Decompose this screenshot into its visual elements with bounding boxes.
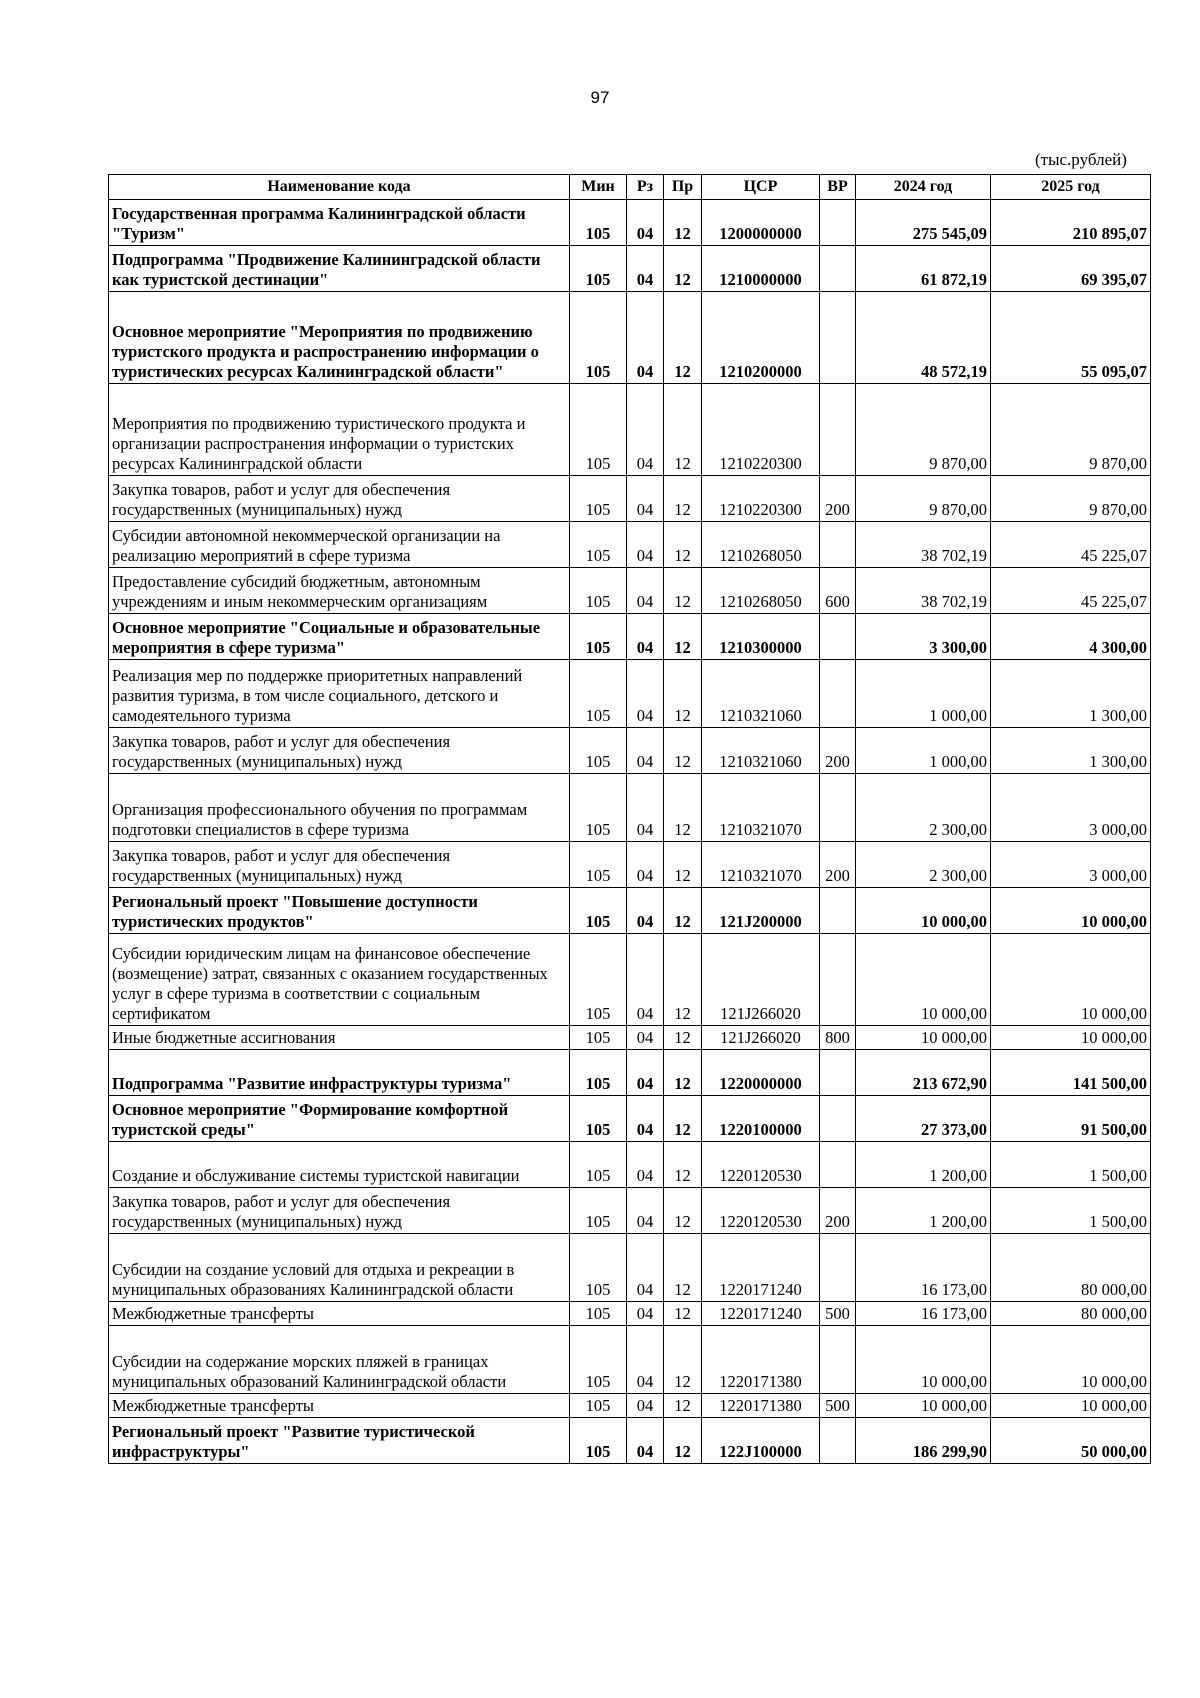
cell-2025: 10 000,00 <box>991 1394 1151 1418</box>
cell-min: 105 <box>570 774 627 842</box>
cell-name: Предоставление субсидий бюджетным, автономным учреждениям и иным некоммерческим организациям <box>109 568 570 614</box>
table-row <box>109 1394 1151 1418</box>
table-row <box>109 568 1151 614</box>
cell-2024: 61 872,19 <box>856 246 991 292</box>
cell-2024: 1 200,00 <box>856 1188 991 1234</box>
cell-vr <box>820 934 856 1026</box>
cell-rz: 04 <box>627 200 664 246</box>
cell-name: Закупка товаров, работ и услуг для обеспечения государственных (муниципальных) нужд <box>109 842 570 888</box>
cell-2024: 48 572,19 <box>856 292 991 384</box>
cell-rz: 04 <box>627 1326 664 1394</box>
cell-name: Межбюджетные трансферты <box>109 1302 570 1326</box>
cell-2025: 9 870,00 <box>991 384 1151 476</box>
cell-rz: 04 <box>627 1096 664 1142</box>
cell-pr: 12 <box>664 728 702 774</box>
cell-min: 105 <box>570 934 627 1026</box>
table-row <box>109 774 1151 842</box>
cell-name: Закупка товаров, работ и услуг для обеспечения государственных (муниципальных) нужд <box>109 1188 570 1234</box>
table-row <box>109 200 1151 246</box>
cell-csr: 121J200000 <box>702 888 820 934</box>
cell-min: 105 <box>570 568 627 614</box>
cell-name: Подпрограмма "Продвижение Калининградской области как туристской дестинации" <box>109 246 570 292</box>
cell-name: Межбюджетные трансферты <box>109 1394 570 1418</box>
cell-min: 105 <box>570 1188 627 1234</box>
cell-2024: 1 200,00 <box>856 1142 991 1188</box>
cell-csr: 1210321060 <box>702 728 820 774</box>
cell-2025: 10 000,00 <box>991 934 1151 1026</box>
cell-vr: 500 <box>820 1394 856 1418</box>
cell-vr <box>820 246 856 292</box>
cell-csr: 1210220300 <box>702 384 820 476</box>
cell-vr: 200 <box>820 842 856 888</box>
cell-2024: 10 000,00 <box>856 888 991 934</box>
cell-rz: 04 <box>627 888 664 934</box>
header-name: Наименование кода <box>109 175 570 200</box>
cell-csr: 1220100000 <box>702 1096 820 1142</box>
cell-2025: 1 300,00 <box>991 728 1151 774</box>
cell-min: 105 <box>570 1418 627 1464</box>
cell-rz: 04 <box>627 522 664 568</box>
cell-vr <box>820 1142 856 1188</box>
table-row <box>109 1302 1151 1326</box>
cell-csr: 1210200000 <box>702 292 820 384</box>
cell-vr <box>820 1096 856 1142</box>
cell-vr <box>820 1326 856 1394</box>
cell-rz: 04 <box>627 476 664 522</box>
table-row <box>109 1096 1151 1142</box>
header-vr: ВР <box>820 175 856 200</box>
cell-2024: 38 702,19 <box>856 568 991 614</box>
cell-rz: 04 <box>627 1188 664 1234</box>
cell-csr: 1210321060 <box>702 660 820 728</box>
cell-2024: 10 000,00 <box>856 934 991 1026</box>
cell-csr: 1210220300 <box>702 476 820 522</box>
cell-rz: 04 <box>627 1234 664 1302</box>
cell-vr <box>820 200 856 246</box>
cell-min: 105 <box>570 200 627 246</box>
cell-pr: 12 <box>664 522 702 568</box>
cell-pr: 12 <box>664 292 702 384</box>
cell-min: 105 <box>570 1026 627 1050</box>
cell-2025: 9 870,00 <box>991 476 1151 522</box>
cell-2025: 55 095,07 <box>991 292 1151 384</box>
cell-name: Реализация мер по поддержке приоритетных направлений развития туризма, в том числе социального, детского и самодеятельного туризма <box>109 660 570 728</box>
cell-2024: 1 000,00 <box>856 660 991 728</box>
cell-min: 105 <box>570 660 627 728</box>
cell-name: Основное мероприятие "Социальные и образовательные мероприятия в сфере туризма" <box>109 614 570 660</box>
table-row <box>109 728 1151 774</box>
cell-vr: 200 <box>820 728 856 774</box>
cell-2024: 2 300,00 <box>856 842 991 888</box>
cell-vr <box>820 1050 856 1096</box>
header-pr: Пр <box>664 175 702 200</box>
cell-name: Закупка товаров, работ и услуг для обеспечения государственных (муниципальных) нужд <box>109 728 570 774</box>
cell-min: 105 <box>570 384 627 476</box>
table-row <box>109 1142 1151 1188</box>
cell-pr: 12 <box>664 200 702 246</box>
header-rz: Рз <box>627 175 664 200</box>
cell-pr: 12 <box>664 246 702 292</box>
cell-2024: 186 299,90 <box>856 1418 991 1464</box>
cell-csr: 1200000000 <box>702 200 820 246</box>
cell-name: Субсидии юридическим лицам на финансовое обеспечение (возмещение) затрат, связанных с оказанием государственных услуг в сфере туризма в соответствии с социальным сертификатом <box>109 934 570 1026</box>
cell-name: Основное мероприятие "Формирование комфортной туристской среды" <box>109 1096 570 1142</box>
table-row <box>109 1418 1151 1464</box>
cell-min: 105 <box>570 1234 627 1302</box>
cell-pr: 12 <box>664 1418 702 1464</box>
cell-rz: 04 <box>627 292 664 384</box>
cell-2025: 1 500,00 <box>991 1188 1151 1234</box>
table-row <box>109 246 1151 292</box>
cell-rz: 04 <box>627 660 664 728</box>
cell-2025: 50 000,00 <box>991 1418 1151 1464</box>
cell-pr: 12 <box>664 1050 702 1096</box>
cell-csr: 1220120530 <box>702 1142 820 1188</box>
cell-2024: 10 000,00 <box>856 1394 991 1418</box>
cell-vr <box>820 1234 856 1302</box>
header-min: Мин <box>570 175 627 200</box>
cell-2025: 210 895,07 <box>991 200 1151 246</box>
page-number: 97 <box>590 88 610 107</box>
cell-csr: 1210321070 <box>702 842 820 888</box>
cell-vr: 500 <box>820 1302 856 1326</box>
cell-vr <box>820 522 856 568</box>
cell-csr: 122J100000 <box>702 1418 820 1464</box>
cell-vr <box>820 774 856 842</box>
cell-pr: 12 <box>664 888 702 934</box>
cell-min: 105 <box>570 728 627 774</box>
table-row <box>109 1234 1151 1302</box>
table-row <box>109 842 1151 888</box>
cell-rz: 04 <box>627 1026 664 1050</box>
cell-vr <box>820 888 856 934</box>
cell-2024: 27 373,00 <box>856 1096 991 1142</box>
cell-name: Субсидии на содержание морских пляжей в границах муниципальных образований Калининградской области <box>109 1326 570 1394</box>
cell-name: Субсидии на создание условий для отдыха и рекреации в муниципальных образованиях Калининградской области <box>109 1234 570 1302</box>
cell-pr: 12 <box>664 1026 702 1050</box>
header-csr: ЦСР <box>702 175 820 200</box>
cell-pr: 12 <box>664 1096 702 1142</box>
table-row <box>109 660 1151 728</box>
cell-rz: 04 <box>627 842 664 888</box>
cell-2025: 80 000,00 <box>991 1234 1151 1302</box>
cell-csr: 1210321070 <box>702 774 820 842</box>
cell-2025: 10 000,00 <box>991 888 1151 934</box>
cell-vr: 600 <box>820 568 856 614</box>
cell-csr: 1220120530 <box>702 1188 820 1234</box>
cell-min: 105 <box>570 1142 627 1188</box>
cell-rz: 04 <box>627 568 664 614</box>
cell-2025: 45 225,07 <box>991 522 1151 568</box>
cell-2024: 38 702,19 <box>856 522 991 568</box>
cell-pr: 12 <box>664 476 702 522</box>
cell-min: 105 <box>570 888 627 934</box>
cell-pr: 12 <box>664 934 702 1026</box>
cell-2025: 3 000,00 <box>991 774 1151 842</box>
cell-csr: 1220000000 <box>702 1050 820 1096</box>
cell-name: Основное мероприятие "Мероприятия по продвижению туристского продукта и распространению информации о туристических ресурсах Калининградской области" <box>109 292 570 384</box>
table-row <box>109 614 1151 660</box>
cell-pr: 12 <box>664 1326 702 1394</box>
cell-pr: 12 <box>664 842 702 888</box>
cell-min: 105 <box>570 292 627 384</box>
cell-name: Иные бюджетные ассигнования <box>109 1026 570 1050</box>
cell-2024: 275 545,09 <box>856 200 991 246</box>
table-row <box>109 934 1151 1026</box>
cell-csr: 121J266020 <box>702 934 820 1026</box>
cell-name: Мероприятия по продвижению туристического продукта и организации распространения информации о туристских ресурсах Калининградской области <box>109 384 570 476</box>
cell-name: Подпрограмма "Развитие инфраструктуры туризма" <box>109 1050 570 1096</box>
cell-name: Региональный проект "Развитие туристической инфраструктуры" <box>109 1418 570 1464</box>
cell-2024: 16 173,00 <box>856 1302 991 1326</box>
cell-pr: 12 <box>664 774 702 842</box>
cell-min: 105 <box>570 476 627 522</box>
cell-2024: 9 870,00 <box>856 476 991 522</box>
cell-2024: 2 300,00 <box>856 774 991 842</box>
cell-vr <box>820 614 856 660</box>
cell-min: 105 <box>570 1326 627 1394</box>
cell-rz: 04 <box>627 1050 664 1096</box>
cell-2025: 10 000,00 <box>991 1326 1151 1394</box>
cell-name: Субсидии автономной некоммерческой организации на реализацию мероприятий в сфере туризма <box>109 522 570 568</box>
cell-name: Закупка товаров, работ и услуг для обеспечения государственных (муниципальных) нужд <box>109 476 570 522</box>
cell-pr: 12 <box>664 1188 702 1234</box>
cell-2025: 10 000,00 <box>991 1026 1151 1050</box>
cell-csr: 1220171380 <box>702 1326 820 1394</box>
cell-csr: 1210268050 <box>702 522 820 568</box>
cell-pr: 12 <box>664 568 702 614</box>
cell-name: Организация профессионального обучения по программам подготовки специалистов в сфере туризма <box>109 774 570 842</box>
cell-rz: 04 <box>627 1394 664 1418</box>
cell-pr: 12 <box>664 1142 702 1188</box>
cell-vr <box>820 384 856 476</box>
table-row <box>109 476 1151 522</box>
table-row <box>109 384 1151 476</box>
cell-2025: 3 000,00 <box>991 842 1151 888</box>
cell-2025: 141 500,00 <box>991 1050 1151 1096</box>
cell-pr: 12 <box>664 1394 702 1418</box>
cell-csr: 1210300000 <box>702 614 820 660</box>
cell-rz: 04 <box>627 728 664 774</box>
cell-pr: 12 <box>664 1234 702 1302</box>
cell-rz: 04 <box>627 614 664 660</box>
cell-csr: 1220171240 <box>702 1302 820 1326</box>
cell-vr <box>820 292 856 384</box>
table-row <box>109 1326 1151 1394</box>
cell-name: Государственная программа Калининградской области "Туризм" <box>109 200 570 246</box>
table-header-row <box>109 175 1151 200</box>
cell-pr: 12 <box>664 1302 702 1326</box>
budget-table <box>108 174 1151 1464</box>
cell-min: 105 <box>570 614 627 660</box>
cell-2024: 10 000,00 <box>856 1026 991 1050</box>
table-row <box>109 1050 1151 1096</box>
cell-vr <box>820 660 856 728</box>
cell-rz: 04 <box>627 384 664 476</box>
cell-vr: 200 <box>820 476 856 522</box>
cell-csr: 1220171240 <box>702 1234 820 1302</box>
cell-2024: 10 000,00 <box>856 1326 991 1394</box>
header-2024: 2024 год <box>856 175 991 200</box>
cell-vr: 200 <box>820 1188 856 1234</box>
cell-pr: 12 <box>664 660 702 728</box>
cell-2025: 69 395,07 <box>991 246 1151 292</box>
table-row <box>109 1188 1151 1234</box>
cell-rz: 04 <box>627 1142 664 1188</box>
cell-2025: 91 500,00 <box>991 1096 1151 1142</box>
cell-rz: 04 <box>627 774 664 842</box>
cell-pr: 12 <box>664 614 702 660</box>
cell-min: 105 <box>570 1394 627 1418</box>
cell-min: 105 <box>570 1096 627 1142</box>
cell-name: Региональный проект "Повышение доступности туристических продуктов" <box>109 888 570 934</box>
table-row <box>109 1026 1151 1050</box>
cell-min: 105 <box>570 522 627 568</box>
cell-2025: 4 300,00 <box>991 614 1151 660</box>
cell-2024: 9 870,00 <box>856 384 991 476</box>
cell-csr: 1210000000 <box>702 246 820 292</box>
table-row <box>109 522 1151 568</box>
header-2025: 2025 год <box>991 175 1151 200</box>
cell-2025: 1 300,00 <box>991 660 1151 728</box>
cell-name: Создание и обслуживание системы туристской навигации <box>109 1142 570 1188</box>
cell-2024: 16 173,00 <box>856 1234 991 1302</box>
cell-min: 105 <box>570 1302 627 1326</box>
cell-2025: 45 225,07 <box>991 568 1151 614</box>
units-label: (тыс.рублей) <box>1035 150 1127 169</box>
table-row <box>109 888 1151 934</box>
cell-2025: 1 500,00 <box>991 1142 1151 1188</box>
cell-rz: 04 <box>627 1302 664 1326</box>
cell-min: 105 <box>570 246 627 292</box>
cell-2024: 213 672,90 <box>856 1050 991 1096</box>
cell-rz: 04 <box>627 1418 664 1464</box>
cell-min: 105 <box>570 842 627 888</box>
cell-vr <box>820 1418 856 1464</box>
cell-2024: 3 300,00 <box>856 614 991 660</box>
cell-pr: 12 <box>664 384 702 476</box>
cell-rz: 04 <box>627 934 664 1026</box>
cell-csr: 121J266020 <box>702 1026 820 1050</box>
table-row <box>109 292 1151 384</box>
cell-min: 105 <box>570 1050 627 1096</box>
cell-2024: 1 000,00 <box>856 728 991 774</box>
cell-csr: 1210268050 <box>702 568 820 614</box>
cell-csr: 1220171380 <box>702 1394 820 1418</box>
cell-vr: 800 <box>820 1026 856 1050</box>
cell-rz: 04 <box>627 246 664 292</box>
cell-2025: 80 000,00 <box>991 1302 1151 1326</box>
